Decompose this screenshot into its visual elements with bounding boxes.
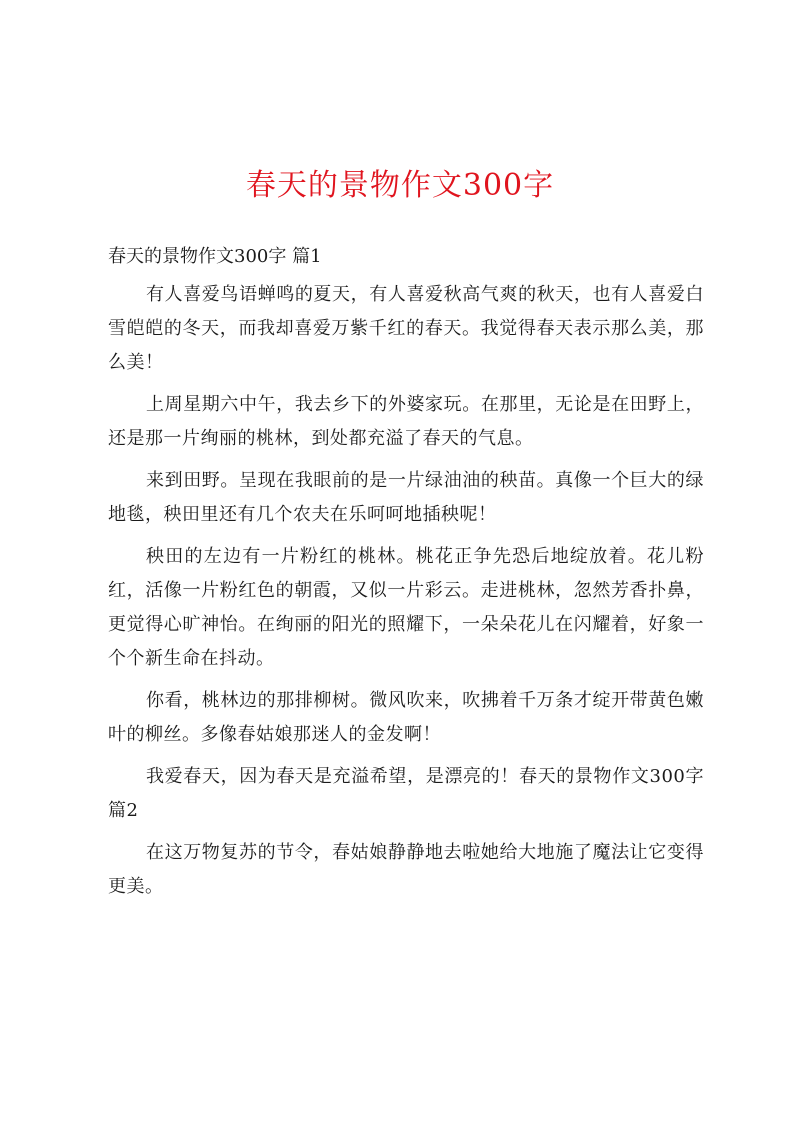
paragraph-7: 在这万物复苏的节令，春姑娘静静地去啦她给大地施了魔法让它变得更美。 bbox=[108, 842, 704, 897]
document-title: 春天的景物作文300字 bbox=[245, 168, 555, 203]
paragraph-2: 上周星期六中午，我去乡下的外婆家玩。在那里，无论是在田野上，还是那一片绚丽的桃林，到处都充溢了春天的气息。 bbox=[108, 394, 704, 449]
paragraph-5: 你看，桃林边的那排柳树。微风吹来，吹拂着千万条才绽开带黄色嫩叶的柳丝。多像春姑娘那迷人的金发啊！ bbox=[108, 690, 704, 745]
document-body bbox=[108, 240, 704, 912]
paragraph-3: 来到田野。呈现在我眼前的是一片绿油油的秧苗。真像一个巨大的绿地毯，秧田里还有几个农夫在乐呵呵地插秧呢！ bbox=[108, 470, 704, 525]
section-heading: 春天的景物作文300字 篇1 bbox=[108, 246, 322, 267]
paragraph-4: 秧田的左边有一片粉红的桃林。桃花正争先恐后地绽放着。花儿粉红，活像一片粉红色的朝霞，又似一片彩云。走进桃林，忽然芳香扑鼻，更觉得心旷神怡。在绚丽的阳光的照耀下，一朵朵花儿在闪耀着，好象一个个新生命在抖动。 bbox=[108, 546, 704, 669]
paragraph-6: 我爱春天，因为春天是充溢希望，是漂亮的！春天的景物作文300字 篇2 bbox=[108, 766, 704, 821]
paragraph-1: 有人喜爱鸟语蝉鸣的夏天，有人喜爱秋高气爽的秋天，也有人喜爱白雪皑皑的冬天，而我却喜爱万紫千红的春天。我觉得春天表示那么美，那么美！ bbox=[108, 284, 704, 373]
